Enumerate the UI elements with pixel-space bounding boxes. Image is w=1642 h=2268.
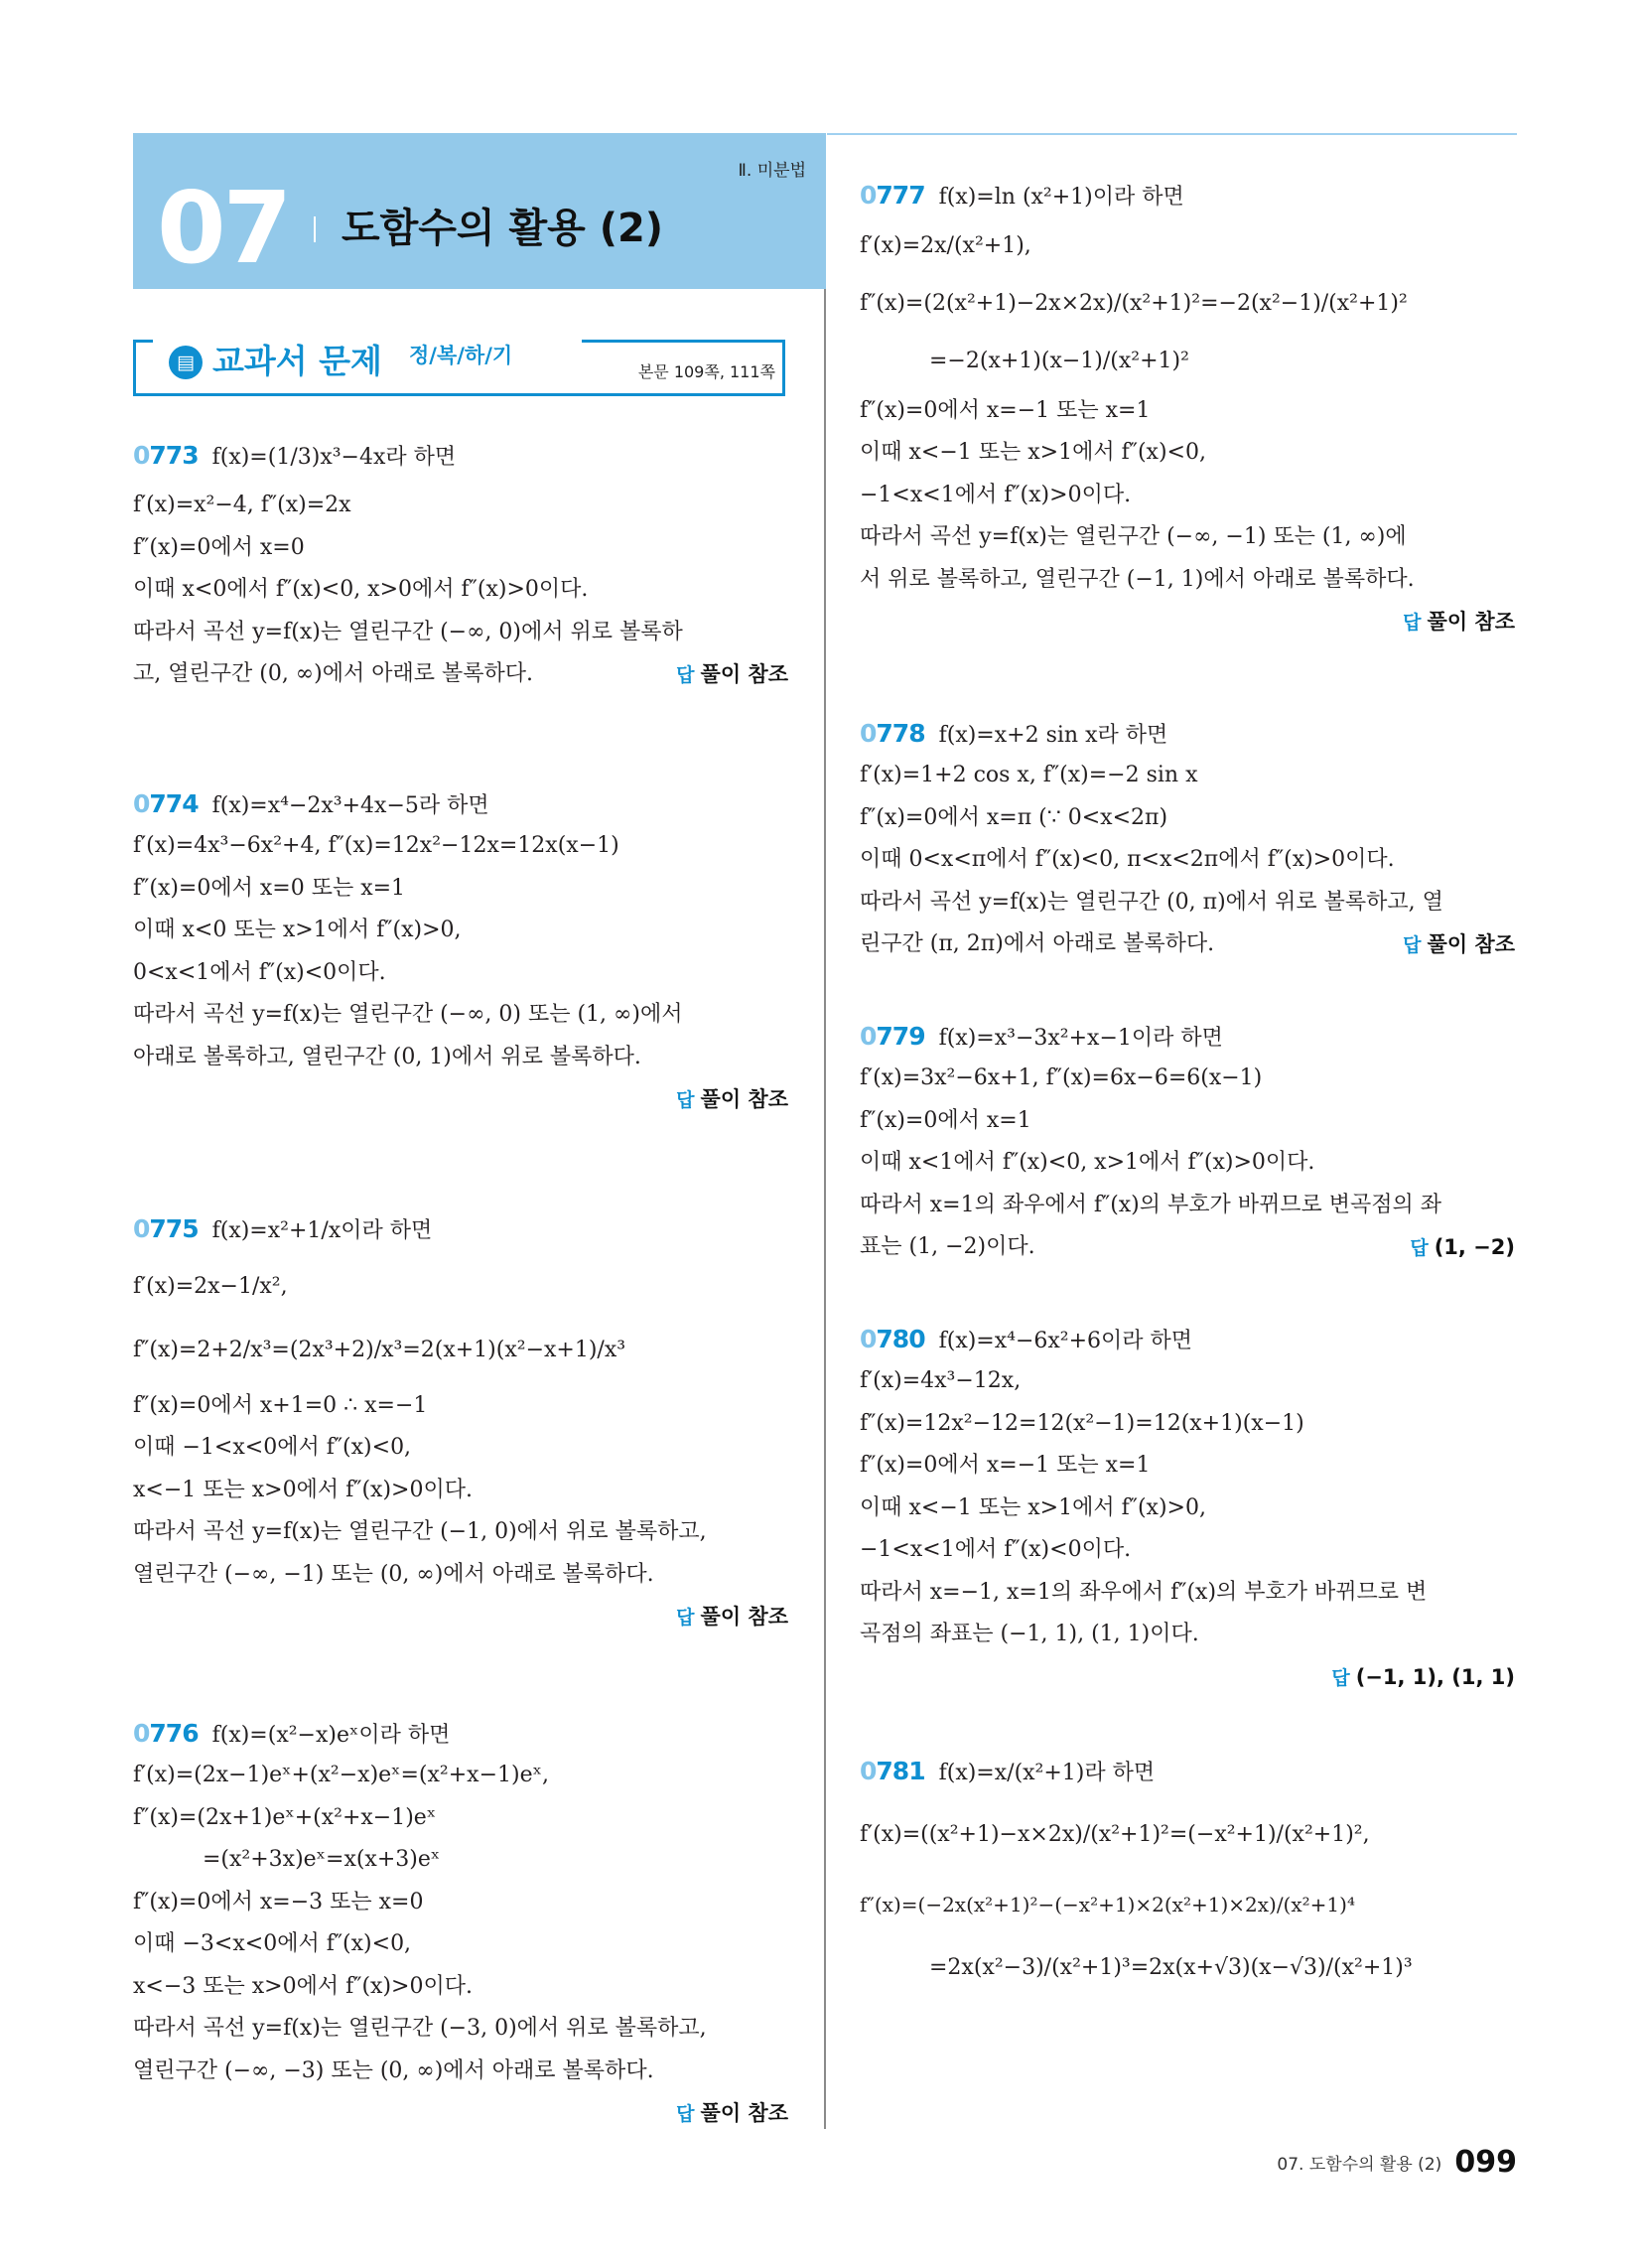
problem-line: 0781 f(x)=x/(x²+1)라 하면 [860,1757,1156,1785]
page-reference: 본문 109쪽, 111쪽 [637,362,775,381]
problem-line: f″(x)=0에서 x=0 또는 x=1 [133,875,406,901]
problem-line: 0777 f(x)=ln (x²+1)이라 하면 [860,181,1184,210]
problem-line: 이때 −1<x<0에서 f″(x)<0, [133,1435,412,1460]
problem-line: f′(x)=4x³−6x²+4, f″(x)=12x²−12x=12x(x−1) [133,833,619,858]
problem-line: f″(x)=0에서 x=π (∵ 0<x<2π) [860,804,1168,830]
left-column [133,427,788,2135]
footer-chapter: 07. 도함수의 활용 (2) [1277,2155,1442,2175]
problem-line: =(x²+3x)eˣ=x(x+3)eˣ [203,1847,441,1872]
answer: 답 (1, −2) [1410,1235,1515,1259]
problem-line: f″(x)=0에서 x=−3 또는 x=0 [133,1889,424,1914]
box-cap-left [133,340,153,343]
problem-line: 아래로 볼록하고, 열린구간 (0, 1)에서 위로 볼록하다. [133,1044,641,1069]
problem-line: f″(x)=0에서 x=0 [133,534,305,560]
chapter-title: 도함수의 활용 (2) [342,206,664,251]
problem-line: f″(x)=0에서 x=−1 또는 x=1 [860,1453,1151,1478]
problem-line: f′(x)=((x²+1)−x×2x)/(x²+1)²=(−x²+1)/(x²+1)², [860,1822,1370,1847]
problem-line: 따라서 곡선 y=f(x)는 열린구간 (−∞, 0)에서 위로 볼록하 [133,619,683,644]
page-footer [1277,2145,1517,2180]
problem-number: 0774 [133,788,199,818]
problem-0776 [133,1713,788,2135]
problem-line: f″(x)=0에서 x=1 [860,1107,1031,1133]
problem-line: f′(x)=4x³−12x, [860,1368,1022,1393]
problem-number: 0778 [860,718,925,748]
top-rule [827,133,1517,135]
problem-line: 이때 0<x<π에서 f″(x)<0, π<x<2π에서 f″(x)>0이다. [860,847,1395,872]
problem-0777 [860,175,1515,643]
problem-line: 표는 (1, −2)이다. 답 (1, −2) [860,1226,1515,1269]
problem-line: −1<x<1에서 f″(x)<0이다. [860,1537,1132,1562]
problem-line: 0778 f(x)=x+2 sin x라 하면 [860,718,1168,748]
book-icon: ▤ [169,346,203,379]
answer: 답 풀이 참조 [676,1087,788,1111]
box-cap-right [582,340,785,343]
problem-line: f′(x)=3x²−6x+1, f″(x)=6x−6=6(x−1) [860,1065,1263,1090]
answer: 답 풀이 참조 [1403,610,1515,634]
problem-line: f″(x)=(2(x²+1)−2x×2x)/(x²+1)²=−2(x²−1)/(x²+1)² [860,290,1408,316]
problem-line: =2x(x²−3)/(x²+1)³=2x(x+√3)(x−√3)/(x²+1)³ [929,1955,1413,1980]
problem-line: f′(x)=(2x−1)eˣ+(x²−x)eˣ=(x²+x−1)eˣ, [133,1763,549,1787]
right-column [860,175,1515,1997]
unit-label: Ⅱ. 미분법 [738,161,806,181]
problem-line: f″(x)=2+2/x³=(2x³+2)/x³=2(x+1)(x²−x+1)/x³ [133,1337,626,1362]
chapter-number: 07 [157,170,290,286]
problem-line: f″(x)=(−2x(x²+1)²−(−x²+1)×2(x²+1)×2x)/(x²+1)⁴ [860,1893,1355,1916]
problem-line: =−2(x+1)(x−1)/(x²+1)² [929,348,1189,373]
problem-line: 따라서 곡선 y=f(x)는 열린구간 (−3, 0)에서 위로 볼록하고, [133,2016,707,2041]
problem-line: f″(x)=0에서 x+1=0 ∴ x=−1 [133,1392,428,1418]
problem-0773 [133,427,788,696]
problem-line: 0775 f(x)=x²+1/x이라 하면 [133,1213,433,1243]
column-divider [824,133,826,2129]
problem-line: 0773 f(x)=(1/3)x³−4x라 하면 [133,441,457,470]
problem-0778 [860,713,1515,966]
problem-0780 [860,1319,1515,1699]
chapter-divider [314,216,316,242]
problem-line: 이때 x<−1 또는 x>1에서 f″(x)>0, [860,1494,1206,1520]
problem-line: f′(x)=2x/(x²+1), [860,232,1031,258]
problem-line: 0779 f(x)=x³−3x²+x−1이라 하면 [860,1021,1223,1051]
section-title: 교과서 문제 [212,342,382,380]
problem-line: −1<x<1에서 f″(x)>0이다. [860,482,1132,507]
section-subtitle: 정/복/하/기 [409,344,513,367]
problem-0779 [860,1016,1515,1269]
problem-line: 고, 열린구간 (0, ∞)에서 아래로 볼록하다. 답 풀이 참조 [133,653,788,696]
problem-line: f′(x)=1+2 cos x, f″(x)=−2 sin x [860,763,1198,787]
problem-line: f′(x)=2x−1/x², [133,1273,288,1299]
problem-0775 [133,1201,788,1638]
problem-line: 따라서 곡선 y=f(x)는 열린구간 (−∞, −1) 또는 (1, ∞)에 [860,524,1407,549]
problem-line: x<−1 또는 x>0에서 f″(x)>0이다. [133,1477,473,1502]
answer: 답 (−1, 1), (1, 1) [1331,1664,1515,1689]
problem-line: 0<x<1에서 f″(x)<0이다. [133,959,386,985]
problem-number: 0775 [133,1213,199,1243]
problem-line: 따라서 x=1의 좌우에서 f″(x)의 부호가 바뀌므로 변곡점의 좌 [860,1192,1442,1217]
problem-line: 열린구간 (−∞, −3) 또는 (0, ∞)에서 아래로 볼록하다. [133,2057,654,2083]
problem-line: f″(x)=0에서 x=−1 또는 x=1 [860,397,1151,423]
problem-number: 0773 [133,441,199,470]
problem-line: 따라서 곡선 y=f(x)는 열린구간 (−∞, 0) 또는 (1, ∞)에서 [133,1002,683,1027]
answer: 답 풀이 참조 [676,2101,788,2125]
problem-line: 열린구간 (−∞, −1) 또는 (0, ∞)에서 아래로 볼록하다. [133,1561,654,1587]
problem-line: 이때 x<0 또는 x>1에서 f″(x)>0, [133,918,462,942]
page-number: 099 [1454,2145,1517,2180]
problem-line: x<−3 또는 x>0에서 f″(x)>0이다. [133,1973,473,1999]
problem-number: 0781 [860,1757,925,1785]
problem-line: f″(x)=(2x+1)eˣ+(x²+x−1)eˣ [133,1804,437,1830]
problem-line: 따라서 곡선 y=f(x)는 열린구간 (−1, 0)에서 위로 볼록하고, [133,1519,707,1544]
problem-line: f″(x)=12x²−12=12(x²−1)=12(x+1)(x−1) [860,1410,1304,1436]
problem-line: 0780 f(x)=x⁴−6x²+6이라 하면 [860,1324,1193,1353]
problem-line: 0776 f(x)=(x²−x)eˣ이라 하면 [133,1718,451,1748]
answer: 답 풀이 참조 [676,1605,788,1629]
problem-line: 따라서 곡선 y=f(x)는 열린구간 (0, π)에서 위로 볼록하고, 열 [860,889,1443,915]
problem-line: 이때 x<1에서 f″(x)<0, x>1에서 f″(x)>0이다. [860,1150,1315,1175]
problem-line: 0774 f(x)=x⁴−2x³+4x−5라 하면 [133,788,489,818]
problem-line: 따라서 x=−1, x=1의 좌우에서 f″(x)의 부호가 바뀌므로 변 [860,1579,1428,1605]
problem-number: 0776 [133,1718,199,1748]
problem-number: 0777 [860,181,925,210]
answer: 답 풀이 참조 [1403,932,1515,956]
problem-line: 곡점의 좌표는 (−1, 1), (1, 1)이다. [860,1622,1199,1646]
problem-0781 [860,1743,1515,1997]
problem-number: 0780 [860,1324,925,1353]
problem-number: 0779 [860,1021,925,1051]
problem-line: f′(x)=x²−4, f″(x)=2x [133,493,351,517]
problem-line: 이때 −3<x<0에서 f″(x)<0, [133,1931,412,1956]
problem-line: 이때 x<−1 또는 x>1에서 f″(x)<0, [860,440,1206,465]
answer: 답 풀이 참조 [676,662,788,686]
problem-line: 린구간 (π, 2π)에서 아래로 볼록하다. 답 풀이 참조 [860,923,1515,966]
problem-line: 서 위로 볼록하고, 열린구간 (−1, 1)에서 아래로 볼록하다. [860,566,1415,592]
problem-0774 [133,783,788,1121]
problem-line: 이때 x<0에서 f″(x)<0, x>0에서 f″(x)>0이다. [133,577,589,602]
